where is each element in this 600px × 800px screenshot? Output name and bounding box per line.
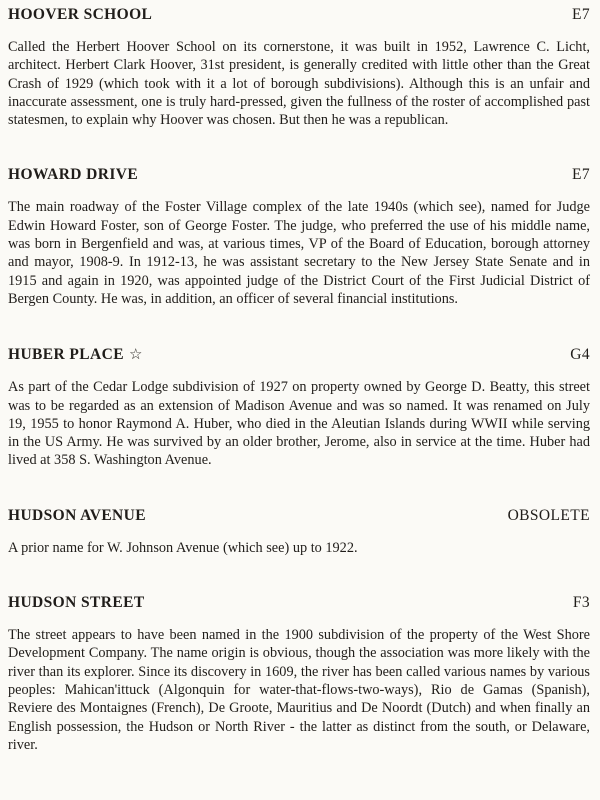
entry-header xyxy=(8,166,590,184)
entry-title-text: HOOVER SCHOOL xyxy=(8,6,153,23)
entry-title xyxy=(8,166,143,184)
map-grid-ref: E7 xyxy=(571,166,590,184)
entry-body: As part of the Cedar Lodge subdivision of 1927 on property owned by George D. Beatty, this street was to be regarded as an extension of Madison Avenue and was so named. It was renamed on July 19, 1955 to honor Raymond A. Huber, who died in the Aleutian Islands during WWII while serving in the US Army. He was survived by an older brother, Jerome, also in service at the time. Huber had lived at 358 S. Washington Avenue. xyxy=(8,379,590,469)
entry-header xyxy=(8,345,590,364)
entry-title xyxy=(8,6,157,24)
map-grid-ref: E7 xyxy=(571,6,590,23)
entry-hoover-school xyxy=(8,6,590,129)
entry-hudson-avenue xyxy=(8,507,590,557)
star-icon: ☆ xyxy=(128,347,143,364)
entry-body: The main roadway of the Foster Village complex of the late 1940s (which see), named for Judge Edwin Howard Foster, son of George Foster. The judge, who preferred the use of his middle name, was born in Bergenfield and was, at various times, VP of the Board of Education, borough attorney and mayor, 1908-9. In 1912-13, he was assistant secretary to the New Jersey State Senate and in 1915 and again in 1920, was appointed judge of the District Court of the First Judicial District of Bergen County. He was, in addition, an officer of several financial institutions. xyxy=(8,199,590,307)
map-grid-ref: G4 xyxy=(570,346,590,364)
entry-title-text: HUDSON AVENUE xyxy=(8,506,146,524)
entry-huber-place xyxy=(8,345,590,469)
entry-title xyxy=(8,594,150,612)
entry-title-text: HOWARD DRIVE xyxy=(8,166,139,184)
entry-header xyxy=(8,594,590,612)
entry-title xyxy=(8,345,142,364)
entry-title-text: HUBER PLACE xyxy=(8,346,124,364)
entry-header xyxy=(8,507,590,525)
status-label: OBSOLETE xyxy=(507,506,590,524)
entry-body: A prior name for W. Johnson Avenue (which see) up to 1922. xyxy=(8,539,358,556)
entry-title-text: HUDSON STREET xyxy=(8,594,145,612)
entry-header xyxy=(8,6,590,24)
entry-body: Called the Herbert Hoover School on its cornerstone, it was built in 1952, Lawrence C. Licht, architect. Herbert Clark Hoover, 31st president, is generally credited with little other than the Great Crash of 1929 (which took with it a lot of borough subdivisions). Although this is an unfair and inaccurate assessment, one is truly hard-pressed, given the fullness of the roster of accomplished past statesmen, to explain why Hoover was chosen. But then he was a republican. xyxy=(8,39,590,129)
entry-hudson-street xyxy=(8,594,590,754)
map-grid-ref: F3 xyxy=(572,594,590,612)
entry-howard-drive xyxy=(8,166,590,308)
entry-title xyxy=(8,507,151,525)
entry-body: The street appears to have been named in the 1900 subdivision of the property of the West Shore Development Company. The name origin is obvious, though the association was more likely with the river than its explorer. Since its discovery in 1609, the river has been called various names by various peoples: Mahican'ittuck (Algonquin for water-that-flows-two-ways), Rio de Gamas (Spanish), Reviere des Montaignes (French), De Groote, Mauritius and De Noordt (Dutch) and when finally an English possession, the Hudson or North River - the latter as distinct from the south, or Delaware, river. xyxy=(8,627,590,753)
